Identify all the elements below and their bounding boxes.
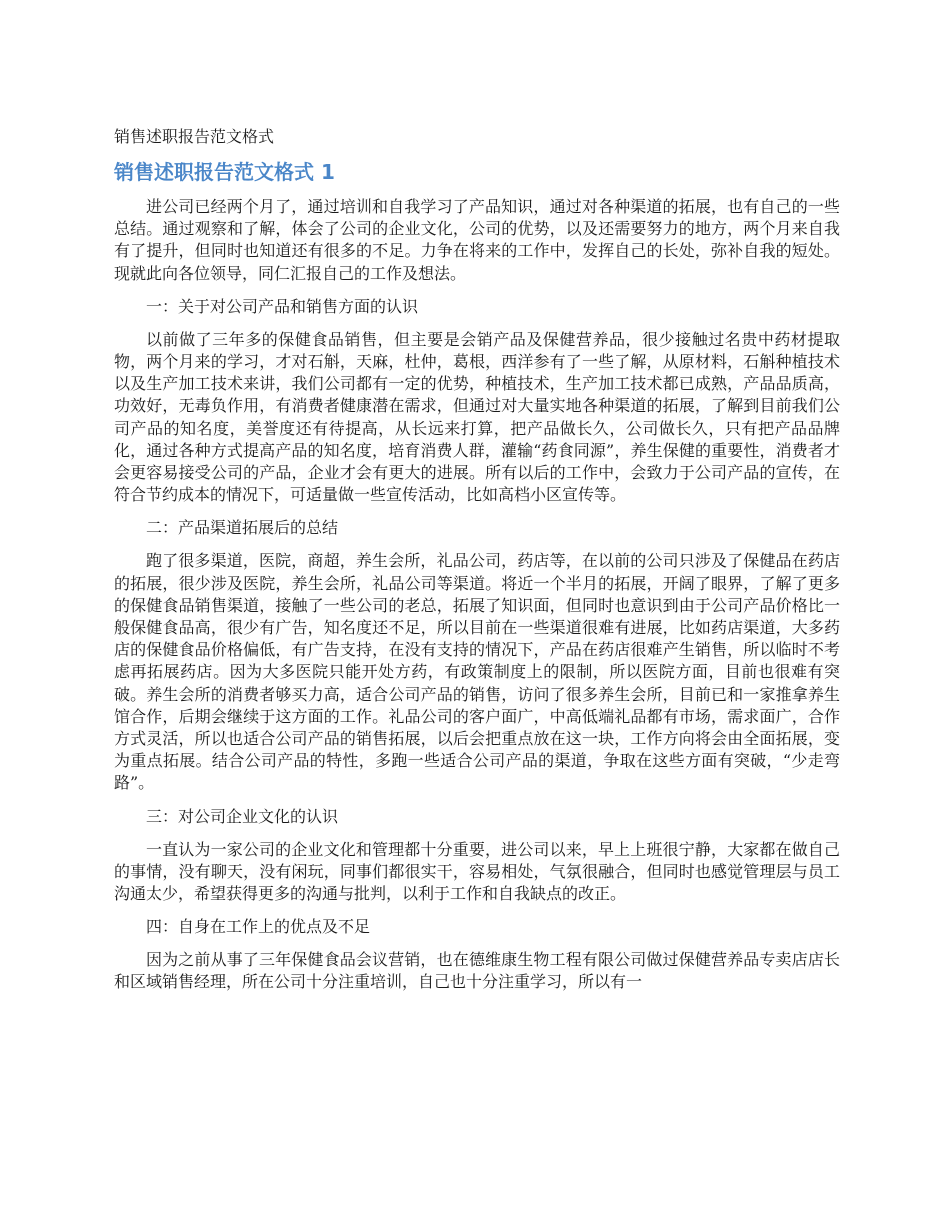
subheading-corporate-culture: 三：对公司企业文化的认识 — [146, 806, 339, 826]
paragraph-intro: 进公司已经两个月了，通过培训和自我学习了产品知识，通过对各种渠道的拓展，也有自己的一些总结。通过观察和了解，体会了公司的企业文化，公司的优势，以及还需要努力的地方，两个月来自我有了提升，但同时也知道还有很多的不足。力争在将来的工作中，发挥自己的长处，弥补自我的短处。现就此向各位领导，同仁汇报自己的工作及想法。 — [114, 197, 840, 283]
paragraph-channel-summary: 跑了很多渠道，医院，商超，养生会所，礼品公司，药店等，在以前的公司只涉及了保健品在药店的拓展，很少涉及医院，养生会所，礼品公司等渠道。将近一个半月的拓展，开阔了眼界，了解了更多的保健食品销售渠道，接触了一些公司的老总，拓展了知识面，但同时也意识到由于公司产品价格比一般保健食品高，很少有广告，知名度还不足，所以目前在一些渠道很难有进展，比如药店渠道，大多药店的保健食品价格偏低，有广告支持，在没有支持的情况下，产品在药店很难产生销售，所以临时不考虑再拓展药店。因为大多医院只能开处方药，有政策制度上的限制，所以医院方面，目前也很难有突破。养生会所的消费者够买力高，适合公司产品的销售，访问了很多养生会所，目前已和一家推拿养生馆合作，后期会继续于这方面的工作。礼品公司的客户面广，中高低端礼品都有市场，需求面广，合作方式灵活，所以也适合公司产品的销售拓展，以后会把重点放在这一块，工作方向将会由全面拓展，变为重点拓展。结合公司产品的特性，多跑一些适合公司产品的渠道，争取在这些方面有突破，“少走弯路”。 — [114, 551, 840, 793]
document-page — [114, 124, 840, 1005]
subheading-strengths-weaknesses: 四：自身在工作上的优点及不足 — [146, 917, 371, 937]
paragraph-strengths-weaknesses: 因为之前从事了三年保健食品会议营销，也在德维康生物工程有限公司做过保健营养品专卖店店长和区域销售经理，所在公司十分注重培训，自己也十分注重学习，所以有一 — [114, 950, 840, 992]
subheading-product-sales: 一：关于对公司产品和销售方面的认识 — [146, 296, 419, 316]
paragraph-corporate-culture: 一直认为一家公司的企业文化和管理都十分重要，进公司以来，早上上班很宁静，大家都在做自己的事情，没有聊天，没有闲玩，同事们都很实干，容易相处，气氛很融合，但同时也感觉管理层与员工沟通太少，希望获得更多的沟通与批判，以利于工作和自我缺点的改正。 — [114, 839, 840, 904]
document-title: 销售述职报告范文格式 — [114, 127, 275, 146]
paragraph-product-sales: 以前做了三年多的保健食品销售，但主要是会销产品及保健营养品，很少接触过名贵中药材提取物，两个月来的学习，才对石斛，天麻，杜仲，葛根，西洋参有了一些了解，从原材料，石斛种植技术以及生产加工技术来讲，我们公司都有一定的优势，种植技术，生产加工技术都已成熟，产品品质高，功效好，无毒负作用，有消费者健康潜在需求，但通过对大量实地各种渠道的拓展，了解到目前我们公司产品的知名度，美誉度还有待提高，从长远来打算，把产品做长久，公司做长久，只有把产品品牌化，通过各种方式提高产品的知名度，培育消费人群，灌输“药食同源”，养生保健的重要性，消费者才会更容易接受公司的产品，企业才会有更大的进展。所有以后的工作中，会致力于公司产品的宣传，在符合节约成本的情况下，可适量做一些宣传活动，比如高档小区宣传等。 — [114, 329, 840, 505]
subheading-channel-summary: 二：产品渠道拓展后的总结 — [146, 518, 339, 538]
section-heading: 销售述职报告范文格式 1 — [114, 160, 335, 184]
